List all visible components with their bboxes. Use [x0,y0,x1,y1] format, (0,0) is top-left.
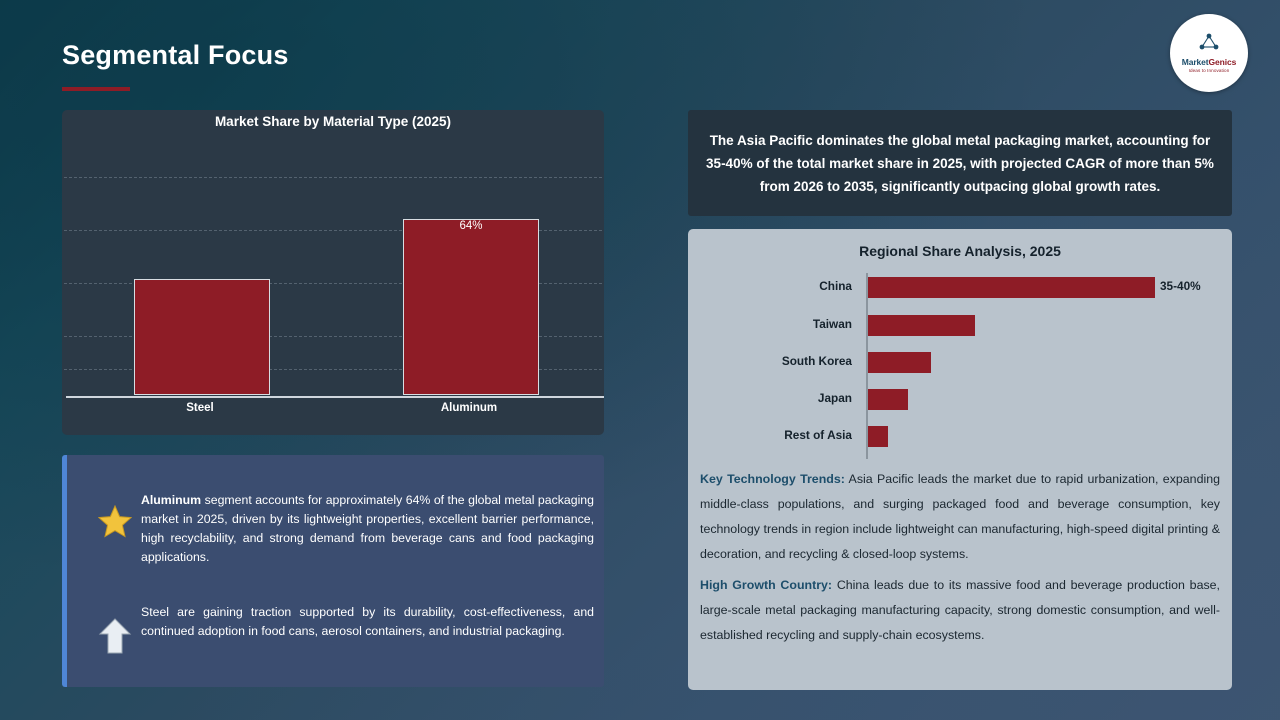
regional-bar-chart [700,271,1220,461]
bar-aluminum[interactable] [403,219,539,395]
category-label-steel: Steel [186,402,214,414]
bar-label-aluminum: 64% [459,220,483,232]
insight-body-aluminum: segment accounts for approximately 64% of the global metal packaging market in 2025, driven by its lightweight properties, excellent barrier performance, high recyclability, and strong demand from beverage cans and food packaging applications. [141,493,594,564]
hbar-taiwan[interactable] [868,315,975,336]
insight-text-steel: Steel are gaining traction supported by its durability, cost-effectiveness, and continued adoption in food cans, aerosol containers, and industrial packaging. [141,605,594,638]
hbar-row-taiwan [700,309,1220,346]
page-title: Segmental Focus [62,40,289,70]
up-arrow-icon [89,603,141,655]
hbar-value-china: 35-40% [1160,279,1201,293]
logo-name-genics: Genics [1208,57,1237,67]
hbar-japan[interactable] [868,389,908,410]
insight-lead-aluminum: Aluminum [141,493,202,507]
statement-text: The Asia Pacific dominates the global metal packaging market, accounting for 35-40% of the total market share in 2025, with projected CAGR of more than 5% from 2026 to 2035, significantly outpacing global growth rates. [706,132,1214,194]
material-type-plot-area [64,140,602,397]
high-growth-country-lead: High Growth Country: [700,578,833,592]
high-growth-country-body: China leads due to its massive food and beverage production base, large-scale metal packaging manufacturing capacity, strong domestic consumption, and well-established recycling and supply-chain ecosystems. [700,578,1220,642]
hbar-label-rest-of-asia: Rest of Asia [784,428,852,442]
hbar-row-rest-of-asia [700,420,1220,457]
logo-name-market: Market [1181,57,1209,67]
regional-chart-title: Regional Share Analysis, 2025 [859,243,1061,259]
statement-banner [688,110,1232,216]
hbar-label-japan: Japan [817,391,852,405]
hbar-rest-of-asia[interactable] [868,426,888,447]
insights-panel [62,455,604,687]
key-technology-trends-lead: Key Technology Trends: [700,472,845,486]
hbar-row-china [700,271,1220,308]
logo-tagline: Ideas to Innovation [1188,68,1230,73]
logo [1170,14,1248,92]
gridline [64,177,602,178]
insight-item-steel [89,603,594,655]
hbar-china[interactable] [868,277,1155,298]
insight-text-aluminum [141,491,594,567]
hbar-label-south-korea: South Korea [781,354,852,368]
title-underline [62,87,130,91]
hbar-row-south-korea [700,346,1220,383]
key-technology-trends-body: Asia Pacific leads the market due to rapid urbanization, expanding middle-class populations, and surging packaged food and beverage consumption, key technology trends in region include lightweight can manufacturing, high-speed digital printing & decoration, and recycling & closed-loop systems. [700,472,1220,561]
regional-analysis-card [688,229,1232,690]
hbar-label-taiwan: Taiwan [812,317,852,331]
x-axis [66,396,604,398]
material-type-chart-card [62,110,604,435]
hbar-south-korea[interactable] [868,352,931,373]
bar-steel[interactable] [134,279,270,395]
logo-mark-icon [1198,33,1220,56]
hbar-label-china: China [819,279,852,293]
material-type-chart-title: Market Share by Material Type (2025) [214,114,452,129]
category-label-aluminum: Aluminum [440,402,498,414]
key-technology-trends-paragraph [700,467,1220,567]
insight-item-aluminum [89,491,594,567]
logo-name [1182,57,1237,67]
high-growth-country-paragraph [700,573,1220,648]
hbar-row-japan [700,383,1220,420]
star-icon [89,491,141,538]
